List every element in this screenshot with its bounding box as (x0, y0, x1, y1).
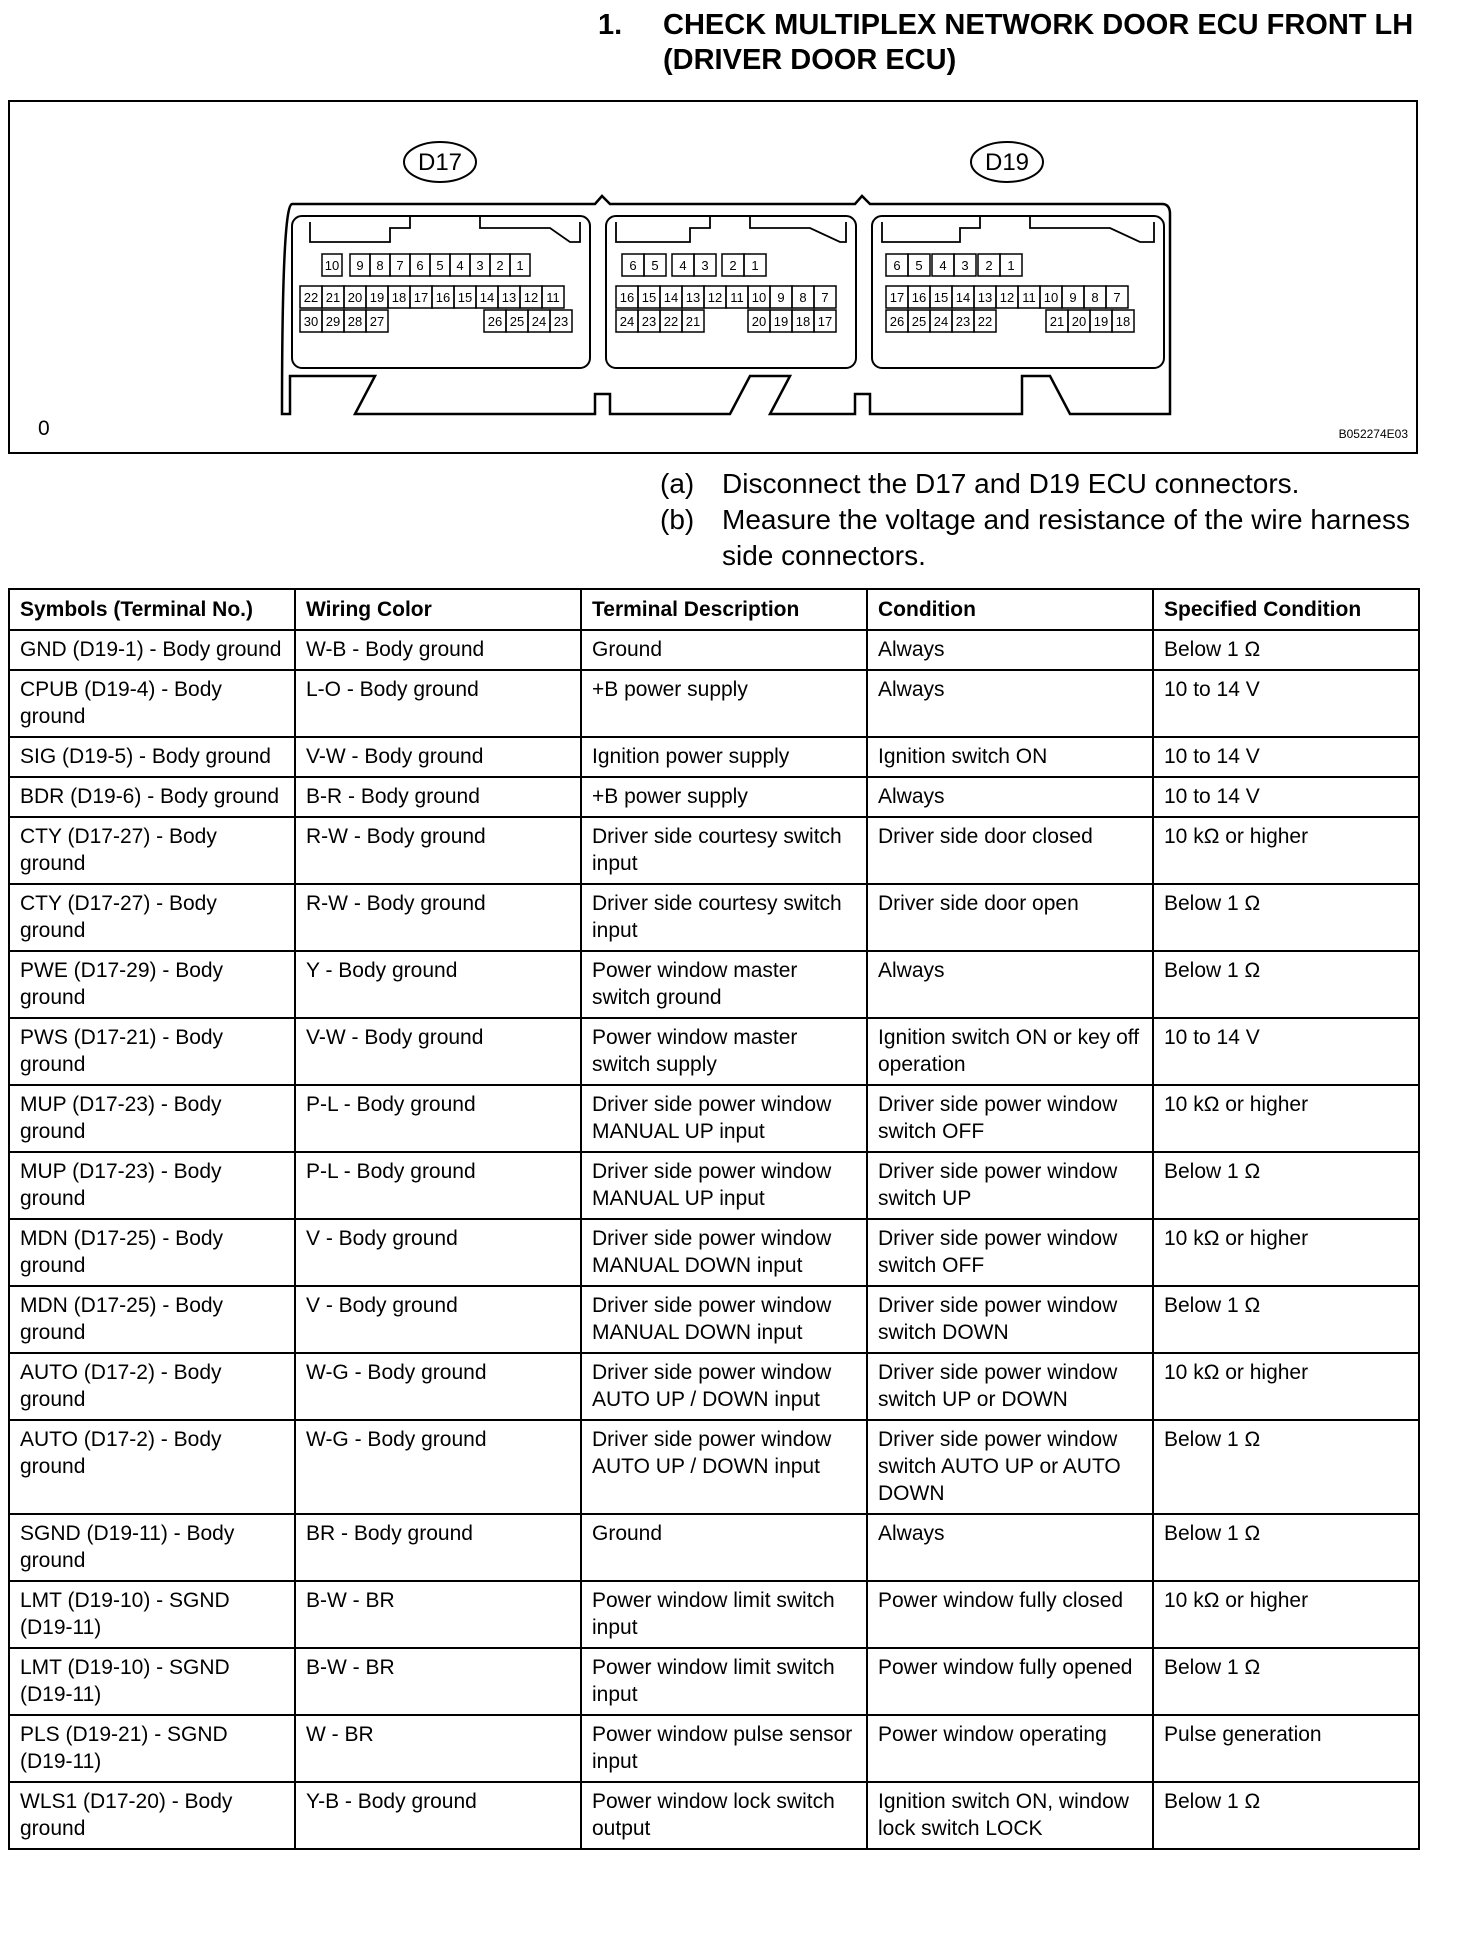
cell-condition: Always (867, 777, 1153, 817)
cell-condition: Driver side door open (867, 884, 1153, 951)
d19a-terminal-number: 23 (641, 314, 657, 329)
figure-corner-mark: 0 (38, 417, 50, 440)
d17-terminal-number: 16 (435, 290, 451, 305)
cell-terminal-description: Power window master switch ground (581, 951, 867, 1018)
d19a-terminal-number: 7 (821, 290, 829, 305)
cell-terminal-description: Driver side power window MANUAL DOWN input (581, 1286, 867, 1353)
cell-terminal-description: Driver side courtesy switch input (581, 884, 867, 951)
d17-terminal-number: 7 (396, 258, 404, 273)
d17-terminal-number: 29 (325, 314, 341, 329)
cell-specified-condition: 10 kΩ or higher (1153, 1353, 1419, 1420)
cell-symbols: CTY (D17-27) - Body ground (9, 884, 295, 951)
header-terminal-description: Terminal Description (581, 589, 867, 630)
d19a-terminal-number: 24 (619, 314, 635, 329)
cell-terminal-description: Power window limit switch input (581, 1581, 867, 1648)
terminal-cells (300, 254, 1134, 332)
d17-terminal-number: 27 (369, 314, 385, 329)
table-row (9, 1353, 1419, 1420)
d19b-terminal-number: 13 (977, 290, 993, 305)
d19a-terminal-number: 1 (751, 258, 759, 273)
d19a-terminal-number: 3 (701, 258, 709, 273)
cell-symbols: PWS (D17-21) - Body ground (9, 1018, 295, 1085)
cell-wiring-color: V-W - Body ground (295, 1018, 581, 1085)
d19a-terminal-number: 13 (685, 290, 701, 305)
d19a-terminal-number: 14 (663, 290, 679, 305)
d17-terminal-number: 20 (347, 290, 363, 305)
d19a-terminal-number: 17 (817, 314, 833, 329)
d17-terminal-number: 24 (531, 314, 547, 329)
d19b-terminal-number: 15 (933, 290, 949, 305)
header-wiring-color: Wiring Color (295, 589, 581, 630)
step-text: Measure the voltage and resistance of the wire harness side connectors. (722, 504, 1410, 571)
d19a-terminal-number: 20 (751, 314, 767, 329)
cell-condition: Driver side door closed (867, 817, 1153, 884)
d19a-terminal-number: 4 (679, 258, 687, 273)
d17-latch (310, 216, 580, 242)
d19b-terminal-number: 7 (1113, 290, 1121, 305)
table-row (9, 1782, 1419, 1849)
cell-specified-condition: Below 1 Ω (1153, 1782, 1419, 1849)
cell-specified-condition: Below 1 Ω (1153, 1286, 1419, 1353)
cell-terminal-description: Power window lock switch output (581, 1782, 867, 1849)
cell-terminal-description: Power window pulse sensor input (581, 1715, 867, 1782)
table-row (9, 1514, 1419, 1581)
d19b-terminal-number: 26 (889, 314, 905, 329)
cell-condition: Always (867, 1514, 1153, 1581)
d17-terminal-number: 6 (416, 258, 424, 273)
d19-label: D19 (984, 149, 1030, 176)
d19b-terminal-number: 4 (939, 258, 947, 273)
table-row (9, 1018, 1419, 1085)
d19a-terminal-number: 8 (799, 290, 807, 305)
cell-specified-condition: 10 to 14 V (1153, 777, 1419, 817)
cell-wiring-color: W-G - Body ground (295, 1420, 581, 1514)
cell-wiring-color: BR - Body ground (295, 1514, 581, 1581)
cell-terminal-description: Driver side courtesy switch input (581, 817, 867, 884)
d17-terminal-number: 19 (369, 290, 385, 305)
d19b-terminal-number: 17 (889, 290, 905, 305)
table-row (9, 1715, 1419, 1782)
cell-terminal-description: +B power supply (581, 670, 867, 737)
cell-terminal-description: Power window master switch supply (581, 1018, 867, 1085)
d19b-terminal-number: 11 (1022, 290, 1036, 305)
cell-wiring-color: Y - Body ground (295, 951, 581, 1018)
cell-terminal-description: Driver side power window MANUAL UP input (581, 1085, 867, 1152)
d19b-terminal-number: 16 (911, 290, 927, 305)
d19b-terminal-number: 14 (955, 290, 971, 305)
table-row (9, 630, 1419, 670)
cell-condition: Always (867, 670, 1153, 737)
d19a-terminal-number: 9 (777, 290, 785, 305)
table-row (9, 1286, 1419, 1353)
d17-terminal-number: 2 (496, 258, 504, 273)
cell-wiring-color: R-W - Body ground (295, 884, 581, 951)
cell-symbols: LMT (D19-10) - SGND (D19-11) (9, 1648, 295, 1715)
d17-terminal-number: 28 (347, 314, 363, 329)
cell-wiring-color: P-L - Body ground (295, 1085, 581, 1152)
d17-terminal-number: 15 (457, 290, 473, 305)
cell-wiring-color: V - Body ground (295, 1286, 581, 1353)
d19a-terminal-number: 11 (730, 290, 744, 305)
cell-symbols: LMT (D19-10) - SGND (D19-11) (9, 1581, 295, 1648)
d19b-latch (882, 216, 1154, 242)
cell-specified-condition: Below 1 Ω (1153, 1420, 1419, 1514)
cell-terminal-description: +B power supply (581, 777, 867, 817)
table-row (9, 670, 1419, 737)
cell-specified-condition: Below 1 Ω (1153, 951, 1419, 1018)
cell-wiring-color: P-L - Body ground (295, 1152, 581, 1219)
d19a-terminal-number: 15 (641, 290, 657, 305)
table-row (9, 1648, 1419, 1715)
d17-terminal-number: 4 (456, 258, 464, 273)
cell-terminal-description: Driver side power window MANUAL DOWN input (581, 1219, 867, 1286)
cell-specified-condition: 10 kΩ or higher (1153, 1581, 1419, 1648)
table-row (9, 737, 1419, 777)
cell-symbols: PWE (D17-29) - Body ground (9, 951, 295, 1018)
header-symbols: Symbols (Terminal No.) (9, 589, 295, 630)
section-number: 1. (598, 9, 623, 41)
table-row (9, 1420, 1419, 1514)
table-row (9, 951, 1419, 1018)
cell-symbols: MUP (D17-23) - Body ground (9, 1085, 295, 1152)
cell-symbols: PLS (D19-21) - SGND (D19-11) (9, 1715, 295, 1782)
d19b-terminal-number: 23 (955, 314, 971, 329)
d19b-terminal-number: 18 (1115, 314, 1131, 329)
cell-terminal-description: Power window limit switch input (581, 1648, 867, 1715)
cell-wiring-color: L-O - Body ground (295, 670, 581, 737)
cell-wiring-color: W - BR (295, 1715, 581, 1782)
cell-specified-condition: Below 1 Ω (1153, 884, 1419, 951)
header-condition: Condition (867, 589, 1153, 630)
cell-symbols: GND (D19-1) - Body ground (9, 630, 295, 670)
cell-condition: Power window fully closed (867, 1581, 1153, 1648)
d19b-terminal-number: 25 (911, 314, 927, 329)
d17-terminal-number: 12 (523, 290, 539, 305)
d19a-terminal-number: 19 (773, 314, 789, 329)
cell-symbols: MDN (D17-25) - Body ground (9, 1286, 295, 1353)
d19b-terminal-number: 24 (933, 314, 949, 329)
cell-wiring-color: B-R - Body ground (295, 777, 581, 817)
cell-symbols: BDR (D19-6) - Body ground (9, 777, 295, 817)
d17-terminal-number: 30 (303, 314, 319, 329)
cell-condition: Always (867, 630, 1153, 670)
cell-condition: Ignition switch ON (867, 737, 1153, 777)
cell-symbols: SGND (D19-11) - Body ground (9, 1514, 295, 1581)
cell-specified-condition: 10 kΩ or higher (1153, 1219, 1419, 1286)
cell-wiring-color: Y-B - Body ground (295, 1782, 581, 1849)
d17-terminal-number: 8 (376, 258, 384, 273)
d17-terminal-number: 10 (324, 258, 340, 273)
d19b-terminal-number: 19 (1093, 314, 1109, 329)
cell-terminal-description: Ground (581, 1514, 867, 1581)
cell-wiring-color: R-W - Body ground (295, 817, 581, 884)
d19b-terminal-number: 2 (985, 258, 993, 273)
d17-terminal-number: 18 (391, 290, 407, 305)
d19b-terminal-number: 8 (1091, 290, 1099, 305)
d17-terminal-number: 25 (509, 314, 525, 329)
d19a-terminal-number: 12 (707, 290, 723, 305)
cell-specified-condition: 10 to 14 V (1153, 670, 1419, 737)
d17-terminal-number: 5 (436, 258, 444, 273)
table-row (9, 1581, 1419, 1648)
step-text: Disconnect the D17 and D19 ECU connectors. (722, 468, 1300, 499)
cell-condition: Driver side power window switch DOWN (867, 1286, 1153, 1353)
table-body (9, 630, 1419, 1849)
procedure-steps (660, 466, 1440, 574)
table-row (9, 1219, 1419, 1286)
cell-wiring-color: W-B - Body ground (295, 630, 581, 670)
cell-specified-condition: 10 to 14 V (1153, 1018, 1419, 1085)
cell-symbols: SIG (D19-5) - Body ground (9, 737, 295, 777)
d19b-terminal-number: 1 (1007, 258, 1015, 273)
d19b-terminal-number: 21 (1049, 314, 1065, 329)
d19b-terminal-number: 5 (915, 258, 923, 273)
d19b-terminal-number: 9 (1069, 290, 1077, 305)
cell-symbols: WLS1 (D17-20) - Body ground (9, 1782, 295, 1849)
d17-label: D17 (417, 149, 463, 176)
specification-table (8, 588, 1420, 1850)
d19b-terminal-number: 12 (999, 290, 1015, 305)
step-label: (a) (660, 468, 695, 499)
cell-specified-condition: 10 kΩ or higher (1153, 1085, 1419, 1152)
cell-condition: Always (867, 951, 1153, 1018)
step-a (660, 466, 1440, 502)
cell-wiring-color: W-G - Body ground (295, 1353, 581, 1420)
d19a-terminal-number: 6 (629, 258, 637, 273)
cell-terminal-description: Driver side power window AUTO UP / DOWN input (581, 1353, 867, 1420)
cell-specified-condition: Below 1 Ω (1153, 1648, 1419, 1715)
header-specified-condition: Specified Condition (1153, 589, 1419, 630)
d17-terminal-number: 11 (546, 290, 560, 305)
d17-terminal-number: 14 (479, 290, 495, 305)
cell-terminal-description: Driver side power window MANUAL UP input (581, 1152, 867, 1219)
d19b-terminal-number: 20 (1071, 314, 1087, 329)
cell-specified-condition: Below 1 Ω (1153, 1514, 1419, 1581)
table-row (9, 884, 1419, 951)
cell-terminal-description: Driver side power window AUTO UP / DOWN input (581, 1420, 867, 1514)
d19a-terminal-number: 10 (751, 290, 767, 305)
cell-condition: Driver side power window switch OFF (867, 1219, 1153, 1286)
table-header-row (9, 589, 1419, 630)
d19a-terminal-number: 22 (663, 314, 679, 329)
d17-terminal-number: 26 (487, 314, 503, 329)
cell-wiring-color: V - Body ground (295, 1219, 581, 1286)
d17-terminal-number: 17 (413, 290, 429, 305)
table-row (9, 817, 1419, 884)
d19b-terminal-number: 10 (1043, 290, 1059, 305)
cell-symbols: CTY (D17-27) - Body ground (9, 817, 295, 884)
d19a-terminal-number: 18 (795, 314, 811, 329)
cell-condition: Power window fully opened (867, 1648, 1153, 1715)
d17-terminal-number: 13 (501, 290, 517, 305)
d19a-terminal-number: 21 (685, 314, 701, 329)
d19b-terminal-number: 22 (977, 314, 993, 329)
cell-specified-condition: Below 1 Ω (1153, 630, 1419, 670)
cell-symbols: MUP (D17-23) - Body ground (9, 1152, 295, 1219)
table-row (9, 1085, 1419, 1152)
d19a-latch (616, 216, 846, 242)
d17-terminal-number: 9 (356, 258, 364, 273)
cell-symbols: AUTO (D17-2) - Body ground (9, 1420, 295, 1514)
table-row (9, 777, 1419, 817)
connector-diagram (10, 102, 1416, 452)
cell-specified-condition: Pulse generation (1153, 1715, 1419, 1782)
d19a-terminal-number: 16 (619, 290, 635, 305)
cell-wiring-color: B-W - BR (295, 1581, 581, 1648)
d17-terminal-number: 21 (325, 290, 341, 305)
d19a-terminal-number: 5 (651, 258, 659, 273)
cell-condition: Ignition switch ON, window lock switch LOCK (867, 1782, 1153, 1849)
cell-wiring-color: B-W - BR (295, 1648, 581, 1715)
cell-condition: Power window operating (867, 1715, 1153, 1782)
cell-terminal-description: Ground (581, 630, 867, 670)
cell-condition: Driver side power window switch UP (867, 1152, 1153, 1219)
cell-symbols: MDN (D17-25) - Body ground (9, 1219, 295, 1286)
d17-terminal-number: 23 (553, 314, 569, 329)
d17-terminal-number: 3 (476, 258, 484, 273)
section-title: CHECK MULTIPLEX NETWORK DOOR ECU FRONT LH (DRIVER DOOR ECU) (663, 9, 1414, 76)
cell-specified-condition: Below 1 Ω (1153, 1152, 1419, 1219)
figure-id: B052274E03 (1338, 427, 1408, 441)
d17-terminal-number: 22 (303, 290, 319, 305)
d19b-terminal-number: 3 (961, 258, 969, 273)
cell-condition: Driver side power window switch AUTO UP or AUTO DOWN (867, 1420, 1153, 1514)
step-b (660, 502, 1440, 574)
connector-figure (8, 100, 1418, 454)
d17-terminal-number: 1 (516, 258, 524, 273)
cell-condition: Driver side power window switch UP or DOWN (867, 1353, 1153, 1420)
cell-wiring-color: V-W - Body ground (295, 737, 581, 777)
cell-terminal-description: Ignition power supply (581, 737, 867, 777)
step-label: (b) (660, 504, 695, 535)
d19a-terminal-number: 2 (729, 258, 737, 273)
cell-specified-condition: 10 kΩ or higher (1153, 817, 1419, 884)
d19b-terminal-number: 6 (893, 258, 901, 273)
cell-condition: Driver side power window switch OFF (867, 1085, 1153, 1152)
cell-specified-condition: 10 to 14 V (1153, 737, 1419, 777)
cell-symbols: CPUB (D19-4) - Body ground (9, 670, 295, 737)
cell-symbols: AUTO (D17-2) - Body ground (9, 1353, 295, 1420)
table-row (9, 1152, 1419, 1219)
cell-condition: Ignition switch ON or key off operation (867, 1018, 1153, 1085)
